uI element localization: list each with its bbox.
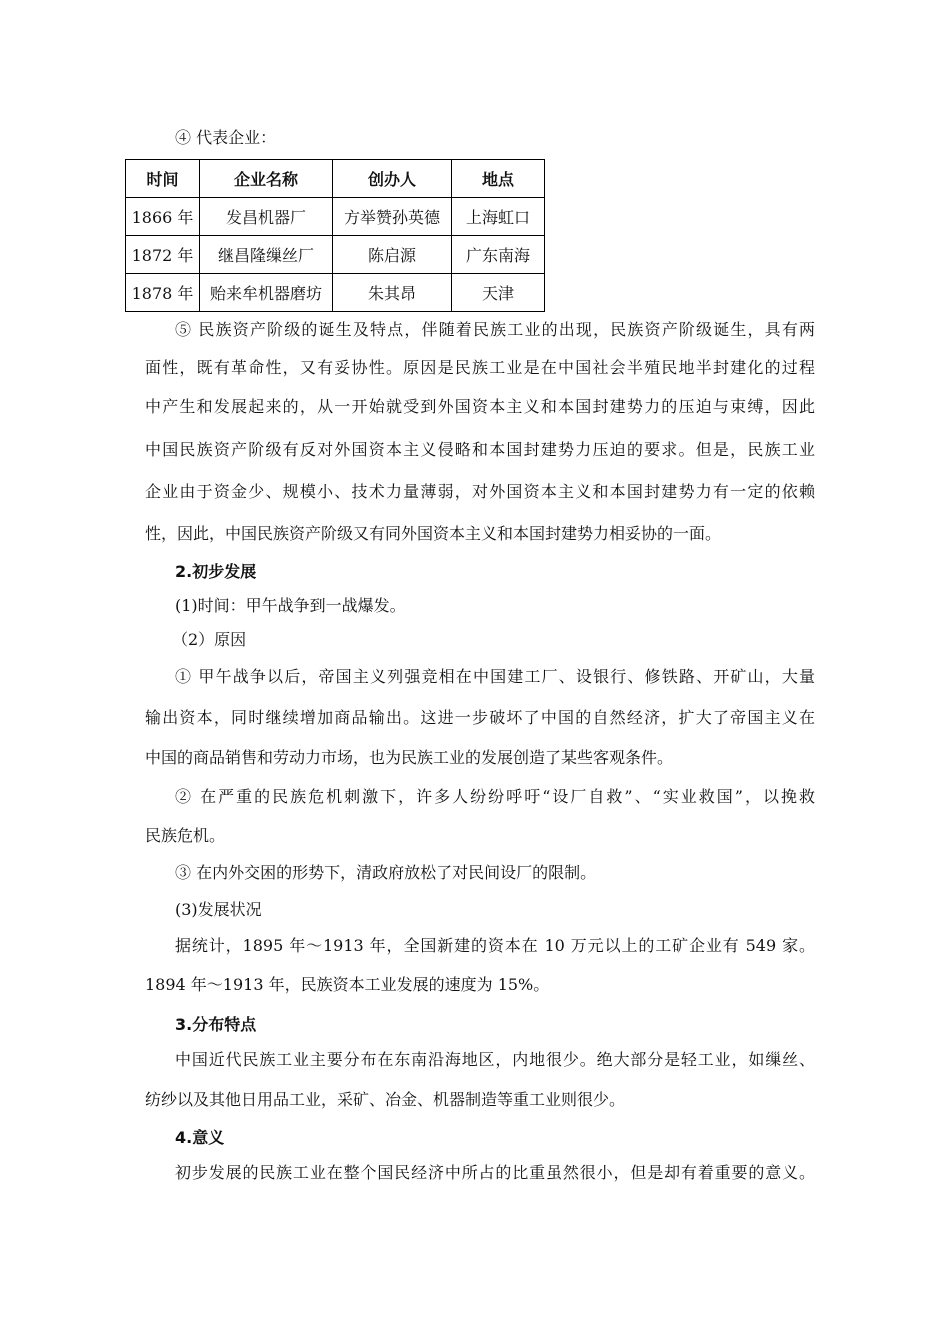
paragraph-line: 中国民族资产阶级有反对外国资本主义侵略和本国封建势力压迫的要求。但是，民族工业 <box>145 440 815 459</box>
table-row <box>126 236 545 274</box>
status-label: (3)发展状况 <box>175 900 262 919</box>
paragraph-line: 1894 年～1913 年，民族资本工业发展的速度为 15%。 <box>145 975 550 994</box>
reason-label: （2）原因 <box>172 630 247 649</box>
paragraph-line: 中国近代民族工业主要分布在东南沿海地区，内地很少。绝大部分是轻工业，如缫丝、 <box>175 1050 815 1069</box>
enterprise-table <box>125 159 545 312</box>
table-cell: 贻来牟机器磨坊 <box>200 274 333 312</box>
paragraph-line: 面性，既有革命性，又有妥协性。原因是民族工业是在中国社会半殖民地半封建化的过程 <box>145 358 815 377</box>
paragraph-line: 输出资本，同时继续增加商品输出。这进一步破坏了中国的自然经济，扩大了帝国主义在 <box>145 708 815 727</box>
table-cell: 继昌隆缫丝厂 <box>200 236 333 274</box>
header-name: 企业名称 <box>200 160 333 198</box>
table-cell: 朱其昂 <box>333 274 452 312</box>
table-header-row <box>126 160 545 198</box>
header-founder: 创办人 <box>333 160 452 198</box>
table-cell: 1866 年 <box>126 198 200 236</box>
table-cell: 1872 年 <box>126 236 200 274</box>
table-cell: 方举赞孙英德 <box>333 198 452 236</box>
table-row <box>126 198 545 236</box>
paragraph-line: ③ 在内外交困的形势下，清政府放松了对民间设厂的限制。 <box>175 863 597 882</box>
paragraph-line: ⑤ 民族资产阶级的诞生及特点，伴随着民族工业的出现，民族资产阶级诞生，具有两 <box>175 320 815 339</box>
paragraph-line: 中国的商品销售和劳动力市场，也为民族工业的发展创造了某些客观条件。 <box>145 748 674 767</box>
table-cell: 广东南海 <box>452 236 545 274</box>
paragraph-line: 民族危机。 <box>145 826 226 845</box>
header-location: 地点 <box>452 160 545 198</box>
paragraph-line: 初步发展的民族工业在整个国民经济中所占的比重虽然很小，但是却有着重要的意义。 <box>175 1163 815 1182</box>
section-heading: 4.意义 <box>175 1128 225 1147</box>
paragraph-line: 纺纱以及其他日用品工业，采矿、冶金、机器制造等重工业则很少。 <box>145 1090 626 1109</box>
paragraph-line: ① 甲午战争以后，帝国主义列强竞相在中国建工厂、设银行、修铁路、开矿山，大量 <box>175 667 815 686</box>
paragraph-line: 中产生和发展起来的，从一开始就受到外国资本主义和本国封建势力的压迫与束缚，因此 <box>145 397 815 416</box>
section-heading: 3.分布特点 <box>175 1015 257 1034</box>
paragraph-line: 据统计，1895 年～1913 年，全国新建的资本在 10 万元以上的工矿企业有 549 家。 <box>175 936 815 955</box>
table-row <box>126 274 545 312</box>
table-cell: 上海虹口 <box>452 198 545 236</box>
time-line: (1)时间：甲午战争到一战爆发。 <box>175 596 406 615</box>
header-time: 时间 <box>126 160 200 198</box>
enterprises-label: ④ 代表企业： <box>175 128 277 147</box>
table-cell: 1878 年 <box>126 274 200 312</box>
section-heading: 2.初步发展 <box>175 562 257 581</box>
table-cell: 发昌机器厂 <box>200 198 333 236</box>
table-cell: 天津 <box>452 274 545 312</box>
paragraph-line: ② 在严重的民族危机刺激下，许多人纷纷呼吁“设厂自救”、“实业救国”，以挽救 <box>175 787 815 806</box>
paragraph-line: 企业由于资金少、规模小、技术力量薄弱，对外国资本主义和本国封建势力有一定的依赖 <box>145 482 815 501</box>
paragraph-line: 性，因此，中国民族资产阶级又有同外国资本主义和本国封建势力相妥协的一面。 <box>145 524 722 543</box>
table-cell: 陈启源 <box>333 236 452 274</box>
